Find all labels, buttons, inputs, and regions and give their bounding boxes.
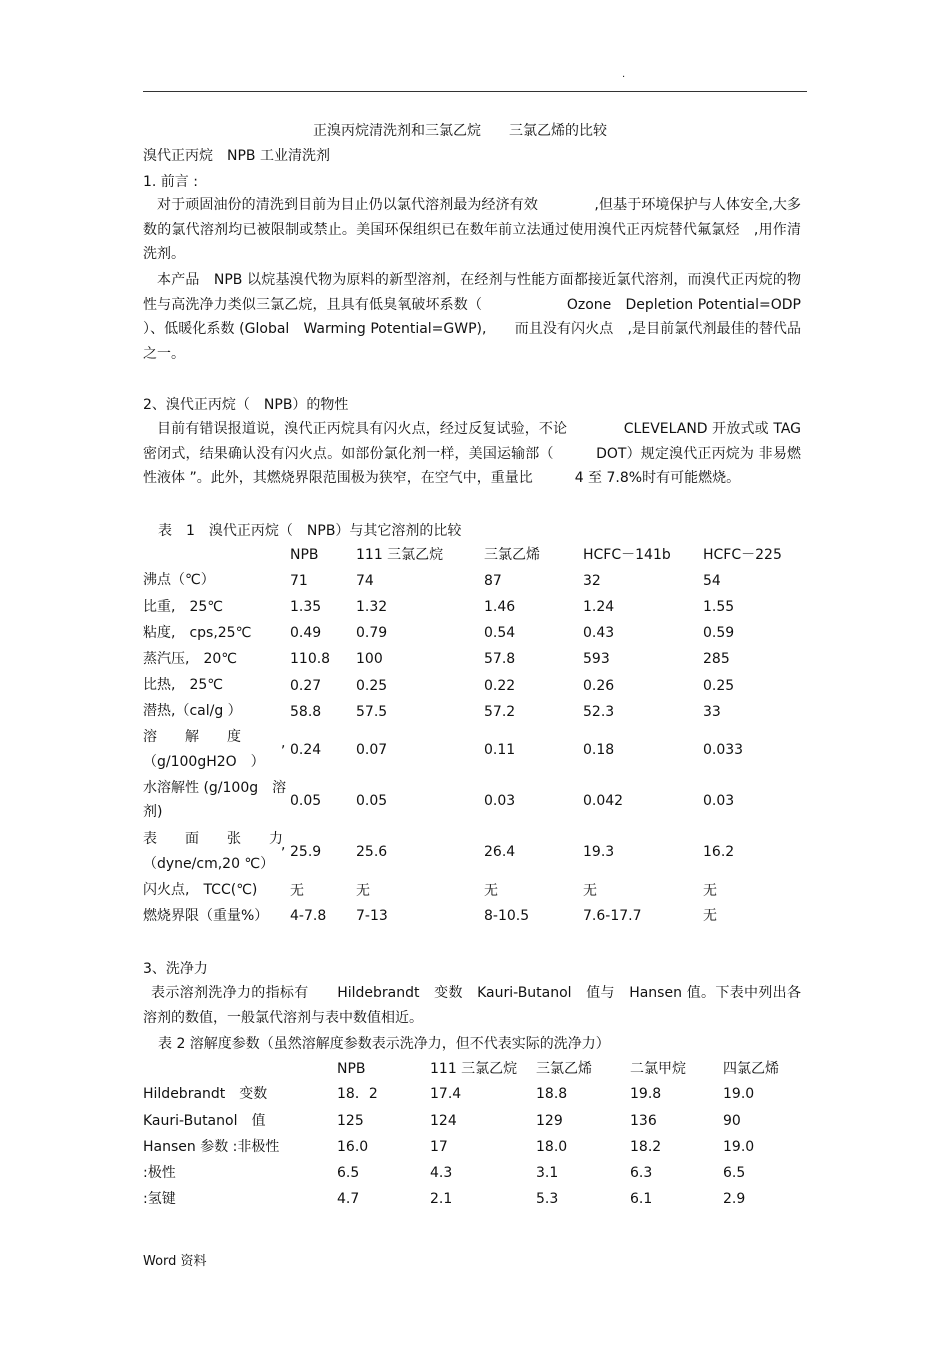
table-cell: 0.59 (703, 625, 735, 641)
table-1-header: 111 三氯乙烷 (356, 547, 444, 563)
table-cell: 0.03 (484, 793, 516, 809)
section-1-paragraph-2: 本产品 NPB 以烷基溴代物为原料的新型溶剂，在经剂与性能方面都接近氯代溶剂，而溴代正丙烷的物性与高洗净力类似三氯乙烷，且具有低臭氧破坏系数（ Ozone Depletion Potential=ODP ）、低暖化系数 (Global Warming Potential=GWP), 而且没有闪火点 ,是目前氯代剂最佳的替代品之一。 (143, 272, 801, 362)
document-subtitle: 溴代正丙烷 NPB 工业清洗剂 (143, 148, 330, 164)
table-cell: 2.9 (723, 1191, 746, 1207)
table-1-header: NPB (290, 547, 319, 563)
table-cell: 52.3 (583, 704, 615, 720)
table-cell: 17.4 (430, 1086, 462, 1102)
row-label: （g/100gH2O ） (143, 754, 265, 770)
row-label: Hansen 参数 :非极性 (143, 1139, 280, 1155)
table-cell: 4-7.8 (290, 908, 327, 924)
section-2-heading: 2、溴代正丙烷（ NPB）的物性 (143, 397, 349, 413)
table-cell: 0.03 (703, 793, 735, 809)
table-cell: 33 (703, 704, 721, 720)
row-label: 燃烧界限（重量%） (143, 908, 269, 924)
section-3-paragraph-1: 表示溶剂洗净力的指标有 Hildebrandt 变数 Kauri-Butanol 值与 Hansen 值。下表中列出各溶剂的数值，一般氯代溶剂与表中数值相近。 (143, 985, 801, 1026)
table-cell: 1.55 (703, 599, 735, 615)
row-label: Kauri-Butanol 值 (143, 1113, 266, 1129)
table-cell: 25.9 (290, 844, 322, 860)
row-label: 剂) (143, 804, 163, 820)
table-cell: 0.43 (583, 625, 615, 641)
table-cell: 0.05 (290, 793, 322, 809)
table-cell: 0.22 (484, 678, 516, 694)
table-cell: 6.5 (337, 1165, 360, 1181)
row-label: 潜热,（cal/g ） (143, 703, 242, 719)
row-label: 闪火点, TCC(℃) (143, 882, 258, 898)
table-cell: 18.0 (536, 1139, 568, 1155)
table-cell: 5.3 (536, 1191, 559, 1207)
table-1-header: 三氯乙烯 (484, 547, 540, 563)
table-cell: 58.8 (290, 704, 322, 720)
table-cell: 2.1 (430, 1191, 453, 1207)
row-label: :氢键 (143, 1191, 176, 1207)
table-cell: 0.79 (356, 625, 388, 641)
header-dot: · (622, 72, 626, 83)
table-cell: 125 (337, 1113, 364, 1129)
table-cell: 32 (583, 573, 601, 589)
table-cell: 0.54 (484, 625, 516, 641)
table-cell: 71 (290, 573, 308, 589)
table-cell: 0.18 (583, 742, 615, 758)
table-cell: 0.07 (356, 742, 388, 758)
table-cell: 26.4 (484, 844, 516, 860)
row-label: 溶 解 度 (143, 729, 241, 745)
table-1-header: HCFC－225 (703, 547, 782, 563)
table-cell: 87 (484, 573, 502, 589)
table-cell: 19.3 (583, 844, 615, 860)
table-cell: 54 (703, 573, 721, 589)
table-cell: 无 (484, 883, 498, 899)
table-2-header: NPB (337, 1061, 366, 1077)
table-cell: 19.8 (630, 1086, 662, 1102)
table-1-caption: 表 1 溴代正丙烷（ NPB）与其它溶剂的比较 (158, 523, 462, 539)
section-3-heading: 3、洗净力 (143, 961, 208, 977)
row-label-comma: , (281, 735, 286, 751)
row-label: 比重, 25℃ (143, 599, 223, 615)
table-cell: 6.3 (630, 1165, 653, 1181)
table-cell: 7.6-17.7 (583, 908, 642, 924)
table-2-header: 二氯甲烷 (630, 1061, 686, 1077)
row-label: 蒸汽压, 20℃ (143, 651, 237, 667)
table-cell: 57.2 (484, 704, 516, 720)
table-cell: 8-10.5 (484, 908, 530, 924)
document-title: 正溴丙烷清洗剂和三氯乙烷 三氯乙烯的比较 (313, 123, 607, 139)
table-cell: 0.25 (356, 678, 388, 694)
table-cell: 74 (356, 573, 374, 589)
row-label: :极性 (143, 1165, 176, 1181)
table-cell: 16.2 (703, 844, 735, 860)
table-cell: 0.26 (583, 678, 615, 694)
row-label: 比热, 25℃ (143, 677, 223, 693)
table-cell: 7-13 (356, 908, 388, 924)
table-cell: 0.49 (290, 625, 322, 641)
table-cell: 无 (583, 883, 597, 899)
table-cell: 136 (630, 1113, 657, 1129)
table-cell: 4.3 (430, 1165, 453, 1181)
table-cell: 1.46 (484, 599, 516, 615)
table-cell: 110.8 (290, 651, 331, 667)
table-cell: 0.27 (290, 678, 322, 694)
table-cell: 18.2 (630, 1139, 662, 1155)
table-cell: 3.1 (536, 1165, 559, 1181)
table-cell: 17 (430, 1139, 448, 1155)
table-cell: 19.0 (723, 1139, 755, 1155)
table-2-header: 111 三氯乙烷 (430, 1061, 518, 1077)
table-cell: 4.7 (337, 1191, 360, 1207)
table-cell: 0.24 (290, 742, 322, 758)
table-1-header: HCFC－141b (583, 547, 671, 563)
header-rule (143, 91, 807, 92)
table-cell: 285 (703, 651, 730, 667)
row-label: 沸点（℃） (143, 572, 215, 588)
table-cell: 129 (536, 1113, 563, 1129)
table-cell: 57.5 (356, 704, 388, 720)
table-cell: 0.05 (356, 793, 388, 809)
table-cell: 0.25 (703, 678, 735, 694)
table-cell: 无 (703, 883, 717, 899)
page-footer: Word 资料 (143, 1254, 207, 1269)
table-cell: 593 (583, 651, 610, 667)
row-label-comma: , (281, 837, 286, 853)
table-cell: 57.8 (484, 651, 516, 667)
table-cell: 无 (703, 908, 717, 924)
table-cell: 1.35 (290, 599, 322, 615)
table-cell: 0.033 (703, 742, 744, 758)
table-cell: 18.8 (536, 1086, 568, 1102)
row-label: 水溶解性 (g/100g 溶 (143, 780, 287, 796)
table-cell: 无 (356, 883, 370, 899)
table-cell: 25.6 (356, 844, 388, 860)
table-cell: 90 (723, 1113, 741, 1129)
row-label: Hildebrandt 变数 (143, 1086, 268, 1102)
table-cell: 100 (356, 651, 383, 667)
table-cell: 1.24 (583, 599, 615, 615)
table-2-header: 三氯乙烯 (536, 1061, 592, 1077)
table-cell: 18．2 (337, 1086, 378, 1102)
table-cell: 0.11 (484, 742, 516, 758)
table-cell: 1.32 (356, 599, 388, 615)
row-label: （dyne/cm,20 ℃） (143, 856, 275, 872)
table-cell: 6.5 (723, 1165, 746, 1181)
section-1-heading: 1. 前言 : (143, 174, 198, 190)
section-1-paragraph-1: 对于顽固油份的清洗到目前为目止仍以氯代溶剂最为经济有效 ,但基于环境保护与人体安全,大多数的氯代溶剂均已被限制或禁止。美国环保组织已在数年前立法通过使用溴代正丙烷替代氟氯烃 ,用作清洗剂。 (143, 197, 801, 262)
table-cell: 16.0 (337, 1139, 369, 1155)
section-2-paragraph-1: 目前有错误报道说，溴代正丙烷具有闪火点，经过反复试验，不论 CLEVELAND 开放式或 TAG 密闭式，结果确认没有闪火点。如部份氯化剂一样，美国运输部（ DOT）规定溴代正丙烷为 非易燃性液体 ”。此外，其燃烧界限范围极为狭窄，在空气中，重量比 4 至 7.8%时有可能燃烧。 (143, 421, 801, 486)
table-cell: 6.1 (630, 1191, 653, 1207)
table-cell: 0.042 (583, 793, 624, 809)
row-label: 表 面 张 力 (143, 831, 283, 847)
table-cell: 124 (430, 1113, 457, 1129)
table-2-header: 四氯乙烯 (723, 1061, 779, 1077)
row-label: 粘度, cps,25℃ (143, 625, 252, 641)
table-2-caption: 表 2 溶解度参数（虽然溶解度参数表示洗净力，但不代表实际的洗净力） (158, 1036, 610, 1052)
table-cell: 19.0 (723, 1086, 755, 1102)
table-cell: 无 (290, 883, 304, 899)
